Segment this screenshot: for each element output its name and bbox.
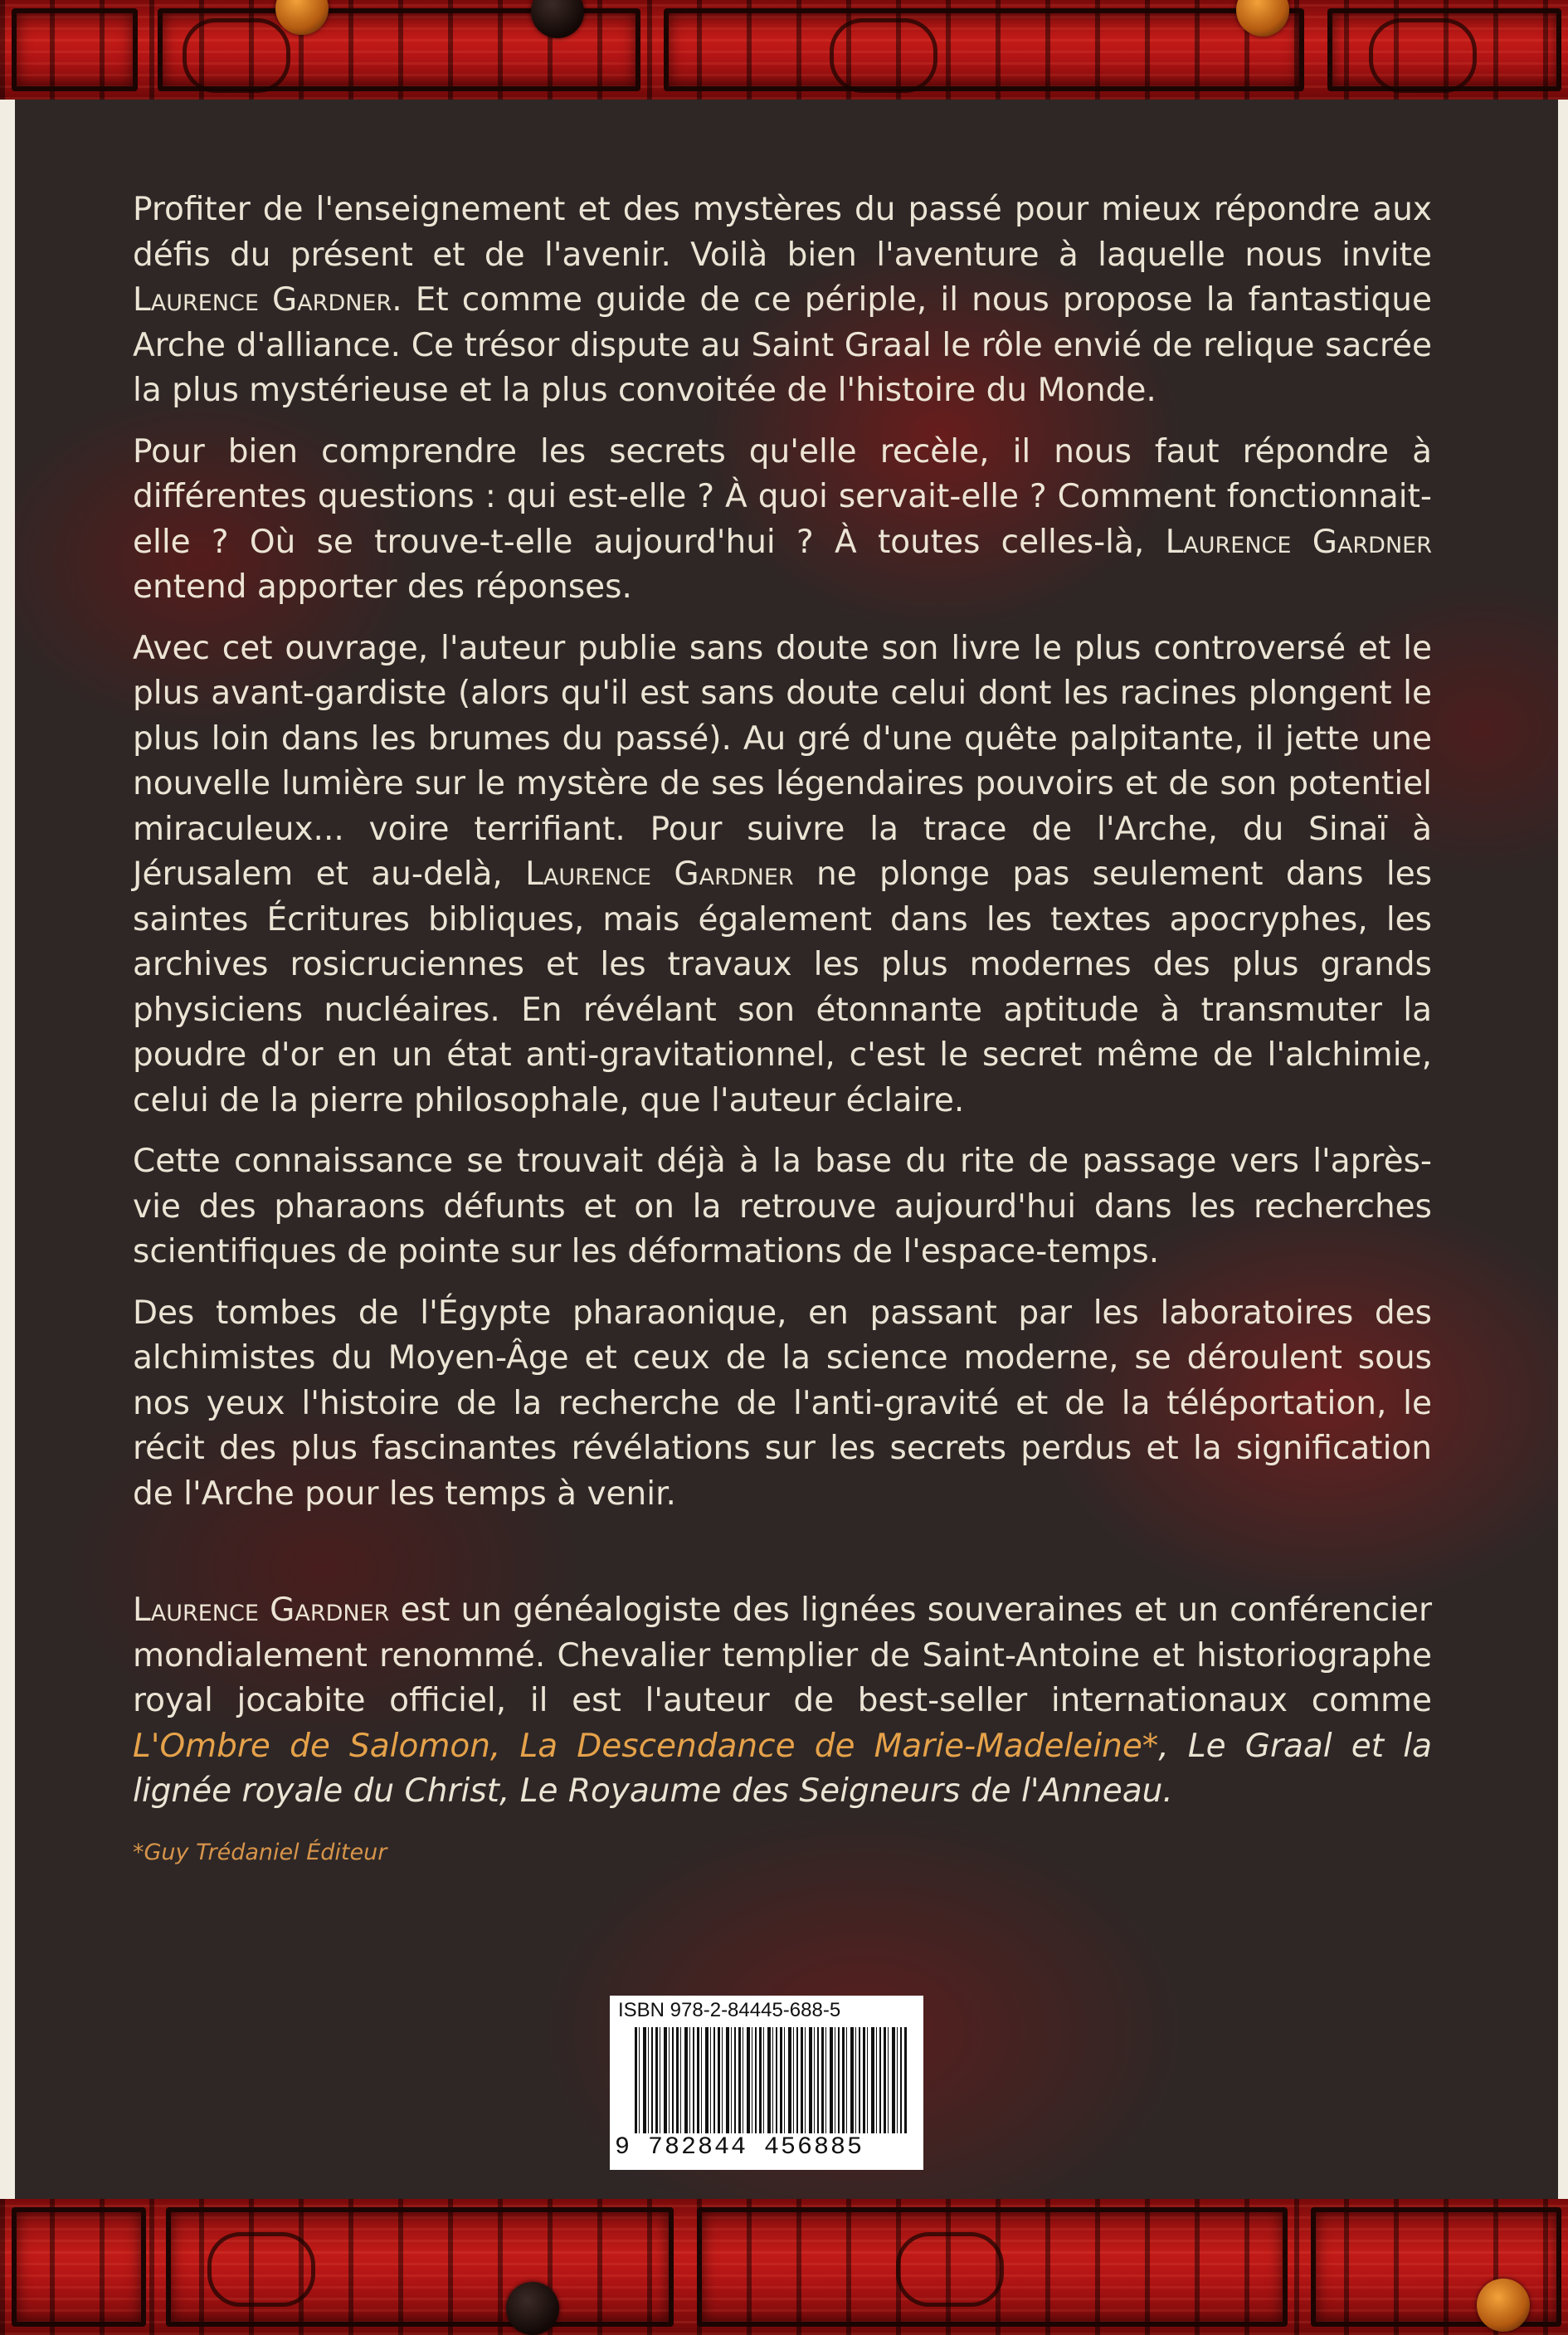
separator: , <box>499 1772 520 1810</box>
bio-text: est un généalogiste des lignées souveraines et un conférencier mondialement renommé. Chevalier templier de Saint-Antoine et historiographe royal jocabite officiel, il est l'auteur de best-seller internationaux comme <box>133 1592 1433 1719</box>
author-name: Laurence Gardner <box>133 281 392 319</box>
knotwork-ornament <box>896 2232 1004 2307</box>
book-title: L'Ombre de Salomon <box>133 1727 490 1765</box>
paragraph-text: Pour bien comprendre les secrets qu'elle recèle, il nous faut répondre à différentes questions : qui est-elle ? À quoi servait-elle ? Comment fonctionnait-elle ? Où se trouve-t-elle aujourd'hui ? À toutes celles-là, <box>133 432 1432 561</box>
author-name: Laurence Gardner <box>525 856 794 893</box>
book-title: La Descendance de Marie-Madeleine* <box>519 1727 1159 1765</box>
back-cover-text <box>133 188 1432 1875</box>
knotwork-ornament <box>207 2232 315 2307</box>
top-ornamental-band <box>0 0 1568 100</box>
paragraph-text: ne plonge pas seulement dans les saintes Écritures bibliques, mais également dans les textes apocryphes, les archives rosicruciennes et les travaux les plus modernes des plus grands physiciens nucléaires. En révélant son étonnante aptitude à transmuter la poudre d'or en un état anti-gravitationnel, c'est le secret même de l'alchimie, celui de la pierre philosophale, que l'auteur éclaire. <box>133 856 1433 1119</box>
bottom-ornamental-band <box>0 2199 1568 2335</box>
barcode-bars <box>635 2027 908 2133</box>
barcode-digits: 9 782844 456885 <box>615 2133 864 2162</box>
isbn-barcode <box>610 1996 923 2170</box>
separator: , <box>1158 1727 1188 1765</box>
author-bio <box>133 1588 1432 1815</box>
publisher-footnote: *Guy Trédaniel Éditeur <box>133 1839 387 1865</box>
author-name: Laurence Gardner <box>1165 523 1432 561</box>
isbn-number: ISBN 978-2-84445-688-5 <box>618 1999 841 2021</box>
knotwork-ornament <box>1369 18 1477 93</box>
jewel-ornament <box>506 2282 559 2335</box>
paragraph-4: Cette connaissance se trouvait déjà à la base du rite de passage vers l'après-vie des pharaons défunts et on la retrouve aujourd'hui dans les recherches scientifiques de pointe sur les déformations de l'espace-temps. <box>133 1143 1432 1270</box>
paragraph-2 <box>133 430 1432 611</box>
paragraph-1 <box>133 188 1432 414</box>
paragraph-5: Des tombes de l'Égypte pharaonique, en passant par les laboratoires des alchimistes du Moyen-Âge et ceux de la science moderne, se déroulent sous nos yeux l'histoire de la recherche de l'anti-gravité et de la téléportation, le récit des plus fascinantes révélations sur les secrets perdus et la signification de l'Arche pour les temps à venir. <box>133 1294 1432 1513</box>
knotwork-ornament <box>830 18 937 93</box>
book-title: Le Graal et la lignée royale du Christ <box>133 1727 1432 1810</box>
author-name: Laurence Gardner <box>133 1592 390 1629</box>
separator: , <box>489 1727 520 1765</box>
paragraph-text: entend apporter des réponses. <box>133 568 632 606</box>
paragraph-text: Profiter de l'enseignement et des mystères du passé pour mieux répondre aux défis du présent et de l'avenir. Voilà bien l'aventure à laquelle nous invite <box>133 191 1432 274</box>
band-panel <box>12 8 138 91</box>
band-panel <box>664 8 1304 91</box>
period: . <box>1162 1772 1173 1810</box>
knotwork-ornament <box>183 18 290 93</box>
paragraph-3 <box>133 626 1432 1124</box>
jewel-ornament <box>1477 2279 1530 2332</box>
paragraph-text: . Et comme guide de ce périple, il nous propose la fantastique Arche d'alliance. Ce trésor dispute au Saint Graal le rôle envié de relique sacrée la plus mystérieuse et la plus convoitée de l'histoire du Monde. <box>133 281 1432 409</box>
paragraph-text: Avec cet ouvrage, l'auteur publie sans doute son livre le plus controversé et le plus avant-gardiste (alors qu'il est sans doute celui dont les racines plongent le plus loin dans les brumes du passé). Au gré d'une quête palpitante, il jette une nouvelle lumière sur le mystère de ses légendaires pouvoirs et de son potentiel miraculeux... voire terrifiant. Pour suivre la trace de l'Arche, du Sinaï à Jérusalem et au-delà, <box>133 629 1432 893</box>
band-panel <box>12 2207 146 2327</box>
book-title: Le Royaume des Seigneurs de l'Anneau <box>519 1772 1163 1810</box>
